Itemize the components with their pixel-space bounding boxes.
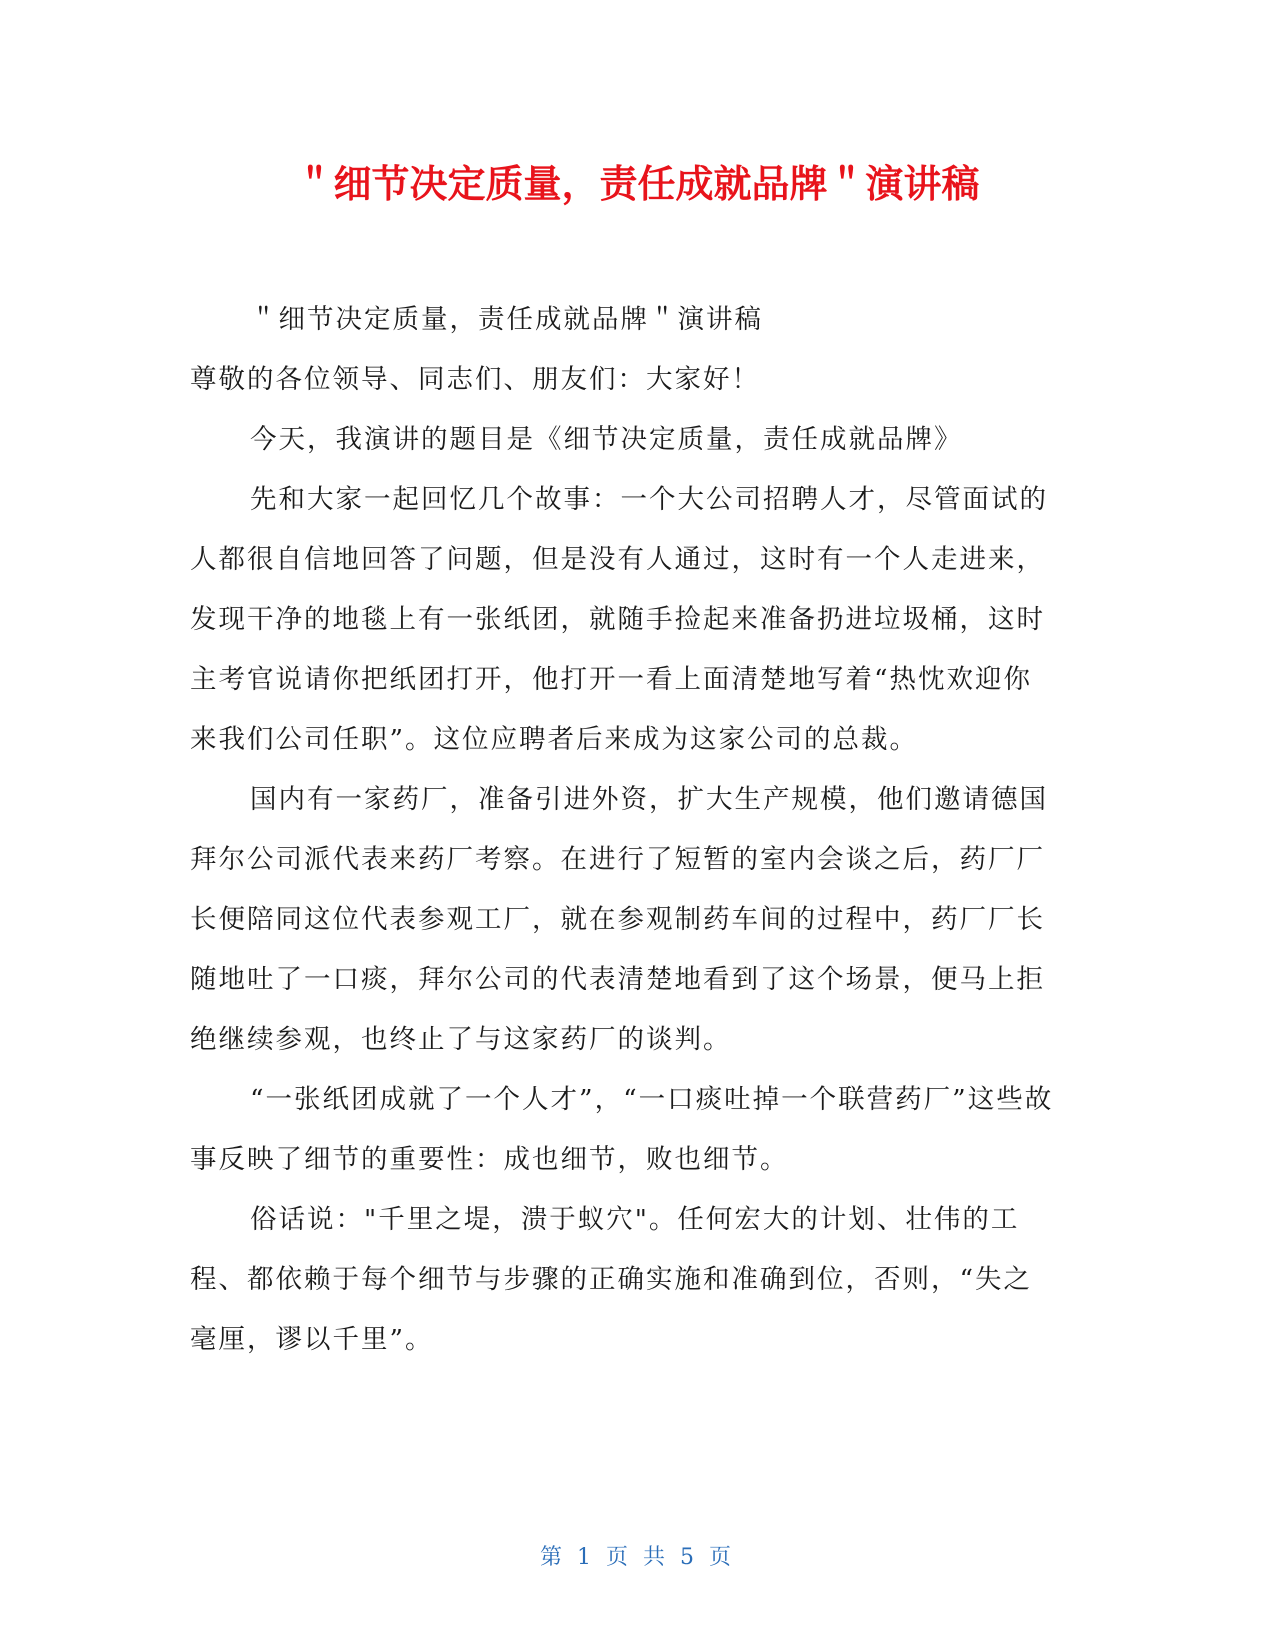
paragraph-lesson: “一张纸团成就了一个人才”，“一口痰吐掉一个联营药厂”这些故事反映了细节的重要性：成也细节，败也细节。 [190, 1084, 1054, 1175]
document-body [190, 290, 1060, 1370]
paragraph-proverb: 俗话说："千里之堤，溃于蚁穴"。任何宏大的计划、壮伟的工程、都依赖于每个细节与步骤的正确实施和准确到位，否则，“失之毫厘，谬以千里”。 [190, 1204, 1033, 1355]
paragraph-topic: 今天，我演讲的题目是《细节决定质量，责任成就品牌》 [250, 424, 963, 455]
paragraph-story-factory: 国内有一家药厂，准备引进外资，扩大生产规模，他们邀请德国拜尔公司派代表来药厂考察。在进行了短暂的室内会谈之后，药厂厂长便陪同这位代表参观工厂，就在参观制药车间的过程中，药厂厂长随地吐了一口痰，拜尔公司的代表清楚地看到了这个场景，便马上拒绝继续参观，也终止了与这家药厂的谈判。 [190, 784, 1048, 1055]
paragraph-story-paper: 先和大家一起回忆几个故事：一个大公司招聘人才，尽管面试的人都很自信地回答了问题，但是没有人通过，这时有一个人走进来，发现干净的地毯上有一张纸团，就随手捡起来准备扔进垃圾桶，这时主考官说请你把纸团打开，他打开一看上面清楚地写着“热忱欢迎你来我们公司任职”。这位应聘者后来成为这家公司的总裁。 [190, 484, 1048, 755]
paragraph-greeting: 尊敬的各位领导、同志们、朋友们：大家好！ [190, 364, 760, 395]
paragraph-subtitle: ＂细节决定质量，责任成就品牌＂演讲稿 [250, 304, 763, 335]
page-footer: 第 1 页 共 5 页 [540, 1545, 735, 1570]
page-title: ＂细节决定质量，责任成就品牌＂演讲稿 [295, 162, 980, 206]
